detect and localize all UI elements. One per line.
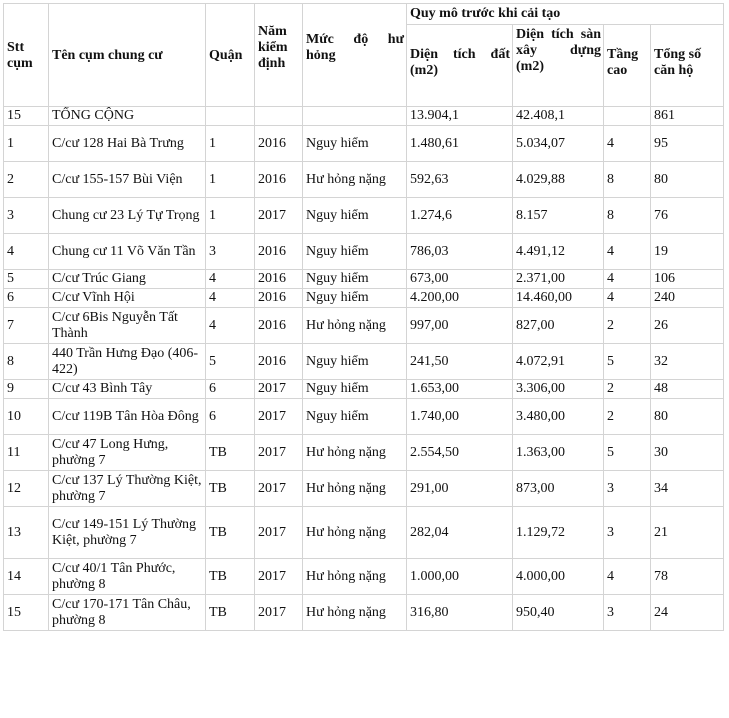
cell-dat: 1.000,00 [407, 559, 513, 595]
cell-ten: C/cư 128 Hai Bà Trưng [49, 126, 206, 162]
cell-nam: 2016 [255, 308, 303, 344]
cell-muc-do: Nguy hiểm [303, 198, 407, 234]
cell-nam: 2016 [255, 162, 303, 198]
cell-nam: 2017 [255, 595, 303, 631]
cell-tang: 5 [604, 435, 651, 471]
cell-stt: 9 [4, 380, 49, 399]
cell-san: 8.157 [513, 198, 604, 234]
cell-ten: C/cư Trúc Giang [49, 270, 206, 289]
cell-tang: 4 [604, 559, 651, 595]
header-stt: Stt cụm [4, 4, 49, 107]
table-row [4, 559, 724, 595]
table-header [4, 4, 724, 107]
cell-san: 4.000,00 [513, 559, 604, 595]
cell-can-ho: 30 [651, 435, 724, 471]
cell-ten: TỔNG CỘNG [49, 107, 206, 126]
cell-can-ho: 21 [651, 507, 724, 559]
cell-dat: 592,63 [407, 162, 513, 198]
cell-quan: TB [206, 595, 255, 631]
cell-quan: TB [206, 471, 255, 507]
cell-dat: 316,80 [407, 595, 513, 631]
header-nam: Năm kiểm định [255, 4, 303, 107]
cell-can-ho: 240 [651, 289, 724, 308]
cell-stt: 7 [4, 308, 49, 344]
cell-tang: 4 [604, 270, 651, 289]
cell-tang: 2 [604, 380, 651, 399]
cell-san: 14.460,00 [513, 289, 604, 308]
cell-san: 2.371,00 [513, 270, 604, 289]
header-dien-tich-san: Diện tích sàn xây dựng (m2) [513, 25, 604, 107]
cell-san: 4.029,88 [513, 162, 604, 198]
cell-ten: C/cư 47 Long Hưng, phường 7 [49, 435, 206, 471]
cell-tang: 3 [604, 507, 651, 559]
cell-stt: 15 [4, 595, 49, 631]
cell-ten: C/cư 170-171 Tân Châu, phường 8 [49, 595, 206, 631]
cell-can-ho: 95 [651, 126, 724, 162]
cell-ten: C/cư 119B Tân Hòa Đông [49, 399, 206, 435]
cell-dat: 1.274,6 [407, 198, 513, 234]
cell-san: 3.480,00 [513, 399, 604, 435]
cell-muc-do: Hư hỏng nặng [303, 435, 407, 471]
cell-can-ho: 32 [651, 344, 724, 380]
cell-can-ho: 80 [651, 162, 724, 198]
cell-quan: TB [206, 559, 255, 595]
cell-ten: C/cư Vĩnh Hội [49, 289, 206, 308]
cell-ten: C/cư 155-157 Bùi Viện [49, 162, 206, 198]
cell-tang: 8 [604, 162, 651, 198]
cell-quan [206, 107, 255, 126]
cell-stt: 10 [4, 399, 49, 435]
cell-muc-do [303, 107, 407, 126]
table-row [4, 126, 724, 162]
cell-quan: 1 [206, 126, 255, 162]
cell-nam: 2017 [255, 507, 303, 559]
cell-ten: C/cư 137 Lý Thường Kiệt, phường 7 [49, 471, 206, 507]
cell-dat: 1.653,00 [407, 380, 513, 399]
cell-dat: 2.554,50 [407, 435, 513, 471]
cell-tang: 5 [604, 344, 651, 380]
cell-ten: Chung cư 23 Lý Tự Trọng [49, 198, 206, 234]
table-row [4, 595, 724, 631]
table-row [4, 471, 724, 507]
cell-dat: 997,00 [407, 308, 513, 344]
cell-stt: 8 [4, 344, 49, 380]
cell-nam: 2016 [255, 289, 303, 308]
cell-ten: C/cư 40/1 Tân Phước, phường 8 [49, 559, 206, 595]
cell-muc-do: Nguy hiểm [303, 380, 407, 399]
cell-dat: 241,50 [407, 344, 513, 380]
cell-quan: 4 [206, 308, 255, 344]
cell-can-ho: 26 [651, 308, 724, 344]
cell-tang: 3 [604, 471, 651, 507]
cell-stt: 5 [4, 270, 49, 289]
cell-muc-do: Nguy hiểm [303, 289, 407, 308]
cell-nam: 2016 [255, 344, 303, 380]
cell-dat: 1.480,61 [407, 126, 513, 162]
table-row [4, 344, 724, 380]
cell-stt: 3 [4, 198, 49, 234]
cell-nam [255, 107, 303, 126]
cell-muc-do: Hư hỏng nặng [303, 559, 407, 595]
cell-san: 873,00 [513, 471, 604, 507]
cell-nam: 2017 [255, 198, 303, 234]
cell-nam: 2016 [255, 126, 303, 162]
cell-tang: 4 [604, 126, 651, 162]
cell-can-ho: 34 [651, 471, 724, 507]
table-row [4, 435, 724, 471]
cell-can-ho: 106 [651, 270, 724, 289]
apartment-table [3, 3, 724, 631]
cell-dat: 282,04 [407, 507, 513, 559]
cell-can-ho: 80 [651, 399, 724, 435]
cell-stt: 14 [4, 559, 49, 595]
cell-ten: C/cư 43 Bình Tây [49, 380, 206, 399]
cell-tang: 8 [604, 198, 651, 234]
cell-nam: 2017 [255, 435, 303, 471]
cell-ten: C/cư 6Bis Nguyễn Tất Thành [49, 308, 206, 344]
table-row [4, 198, 724, 234]
cell-san: 4.072,91 [513, 344, 604, 380]
table-row [4, 270, 724, 289]
header-muc-do: Mức độ hư hỏng [303, 4, 407, 107]
cell-quan: 6 [206, 399, 255, 435]
cell-ten: C/cư 149-151 Lý Thường Kiệt, phường 7 [49, 507, 206, 559]
cell-nam: 2016 [255, 270, 303, 289]
cell-can-ho: 78 [651, 559, 724, 595]
header-ten: Tên cụm chung cư [49, 4, 206, 107]
cell-muc-do: Hư hỏng nặng [303, 471, 407, 507]
table-row [4, 289, 724, 308]
cell-san: 950,40 [513, 595, 604, 631]
cell-stt: 4 [4, 234, 49, 270]
cell-muc-do: Nguy hiểm [303, 344, 407, 380]
cell-tang: 3 [604, 595, 651, 631]
cell-ten: 440 Trần Hưng Đạo (406-422) [49, 344, 206, 380]
cell-dat: 13.904,1 [407, 107, 513, 126]
cell-quan: TB [206, 507, 255, 559]
cell-stt: 6 [4, 289, 49, 308]
table-row [4, 507, 724, 559]
cell-dat: 786,03 [407, 234, 513, 270]
cell-stt: 11 [4, 435, 49, 471]
table-body [4, 107, 724, 631]
cell-can-ho: 76 [651, 198, 724, 234]
cell-muc-do: Nguy hiểm [303, 270, 407, 289]
cell-dat: 1.740,00 [407, 399, 513, 435]
cell-muc-do: Nguy hiểm [303, 234, 407, 270]
cell-can-ho: 19 [651, 234, 724, 270]
cell-san: 5.034,07 [513, 126, 604, 162]
cell-muc-do: Hư hỏng nặng [303, 162, 407, 198]
cell-tang: 4 [604, 289, 651, 308]
cell-san: 1.129,72 [513, 507, 604, 559]
cell-muc-do: Nguy hiểm [303, 126, 407, 162]
cell-san: 827,00 [513, 308, 604, 344]
table-row [4, 234, 724, 270]
cell-quan: 4 [206, 289, 255, 308]
cell-nam: 2017 [255, 559, 303, 595]
cell-quan: 1 [206, 162, 255, 198]
cell-stt: 1 [4, 126, 49, 162]
cell-san: 42.408,1 [513, 107, 604, 126]
cell-dat: 291,00 [407, 471, 513, 507]
cell-muc-do: Hư hỏng nặng [303, 308, 407, 344]
cell-san: 4.491,12 [513, 234, 604, 270]
cell-quan: 4 [206, 270, 255, 289]
cell-quan: 5 [206, 344, 255, 380]
table-row [4, 162, 724, 198]
table-row [4, 308, 724, 344]
cell-muc-do: Hư hỏng nặng [303, 507, 407, 559]
cell-muc-do: Hư hỏng nặng [303, 595, 407, 631]
header-quy-mo: Quy mô trước khi cải tạo [407, 4, 724, 25]
cell-tang: 2 [604, 308, 651, 344]
cell-tang [604, 107, 651, 126]
cell-stt: 13 [4, 507, 49, 559]
cell-quan: TB [206, 435, 255, 471]
header-quan: Quận [206, 4, 255, 107]
cell-tang: 4 [604, 234, 651, 270]
cell-dat: 4.200,00 [407, 289, 513, 308]
cell-nam: 2017 [255, 380, 303, 399]
header-tang: Tầng cao [604, 25, 651, 107]
cell-ten: Chung cư 11 Võ Văn Tần [49, 234, 206, 270]
header-tong-so: Tổng số căn hộ [651, 25, 724, 107]
cell-can-ho: 48 [651, 380, 724, 399]
cell-quan: 3 [206, 234, 255, 270]
cell-stt: 12 [4, 471, 49, 507]
cell-nam: 2016 [255, 234, 303, 270]
cell-san: 3.306,00 [513, 380, 604, 399]
header-dien-tich-dat: Diện tích đất (m2) [407, 25, 513, 107]
table-row-total [4, 107, 724, 126]
table-row [4, 380, 724, 399]
cell-can-ho: 24 [651, 595, 724, 631]
cell-quan: 1 [206, 198, 255, 234]
cell-tang: 2 [604, 399, 651, 435]
table-row [4, 399, 724, 435]
cell-stt: 2 [4, 162, 49, 198]
cell-nam: 2017 [255, 471, 303, 507]
cell-nam: 2017 [255, 399, 303, 435]
cell-can-ho: 861 [651, 107, 724, 126]
cell-dat: 673,00 [407, 270, 513, 289]
cell-quan: 6 [206, 380, 255, 399]
cell-san: 1.363,00 [513, 435, 604, 471]
cell-muc-do: Nguy hiểm [303, 399, 407, 435]
cell-stt: 15 [4, 107, 49, 126]
